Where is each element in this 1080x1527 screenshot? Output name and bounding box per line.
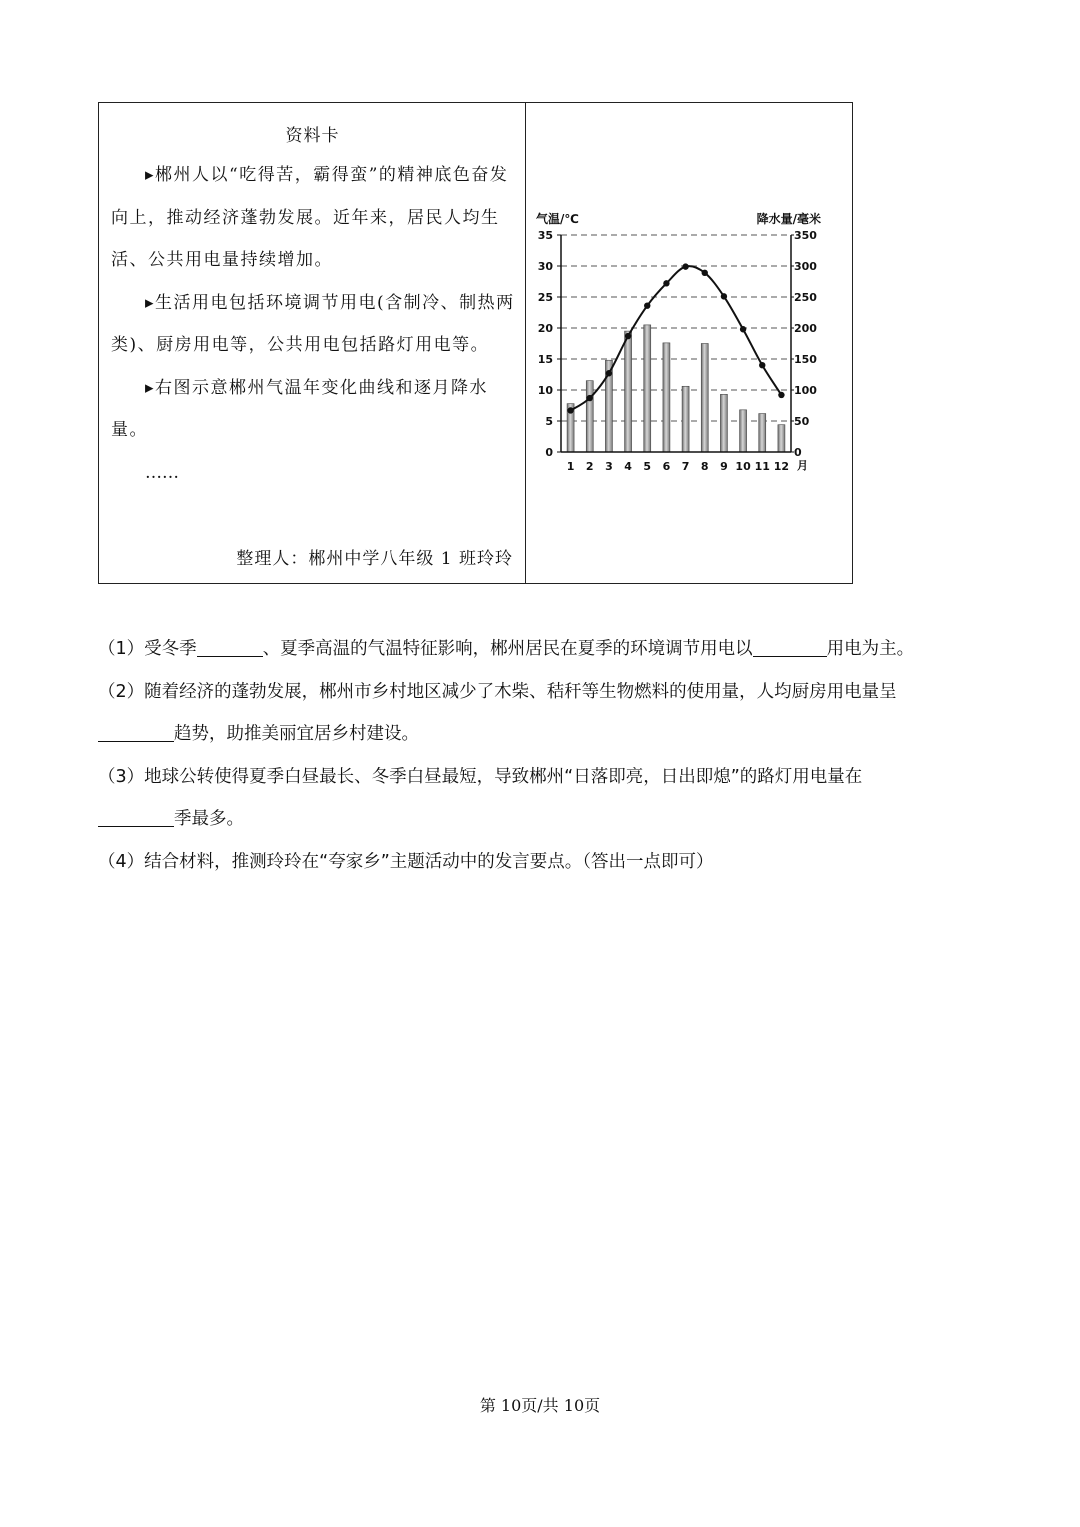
temperature-tick-label: 20 bbox=[537, 322, 553, 335]
month-tick-label: 12 bbox=[773, 460, 790, 473]
info-card bbox=[98, 102, 853, 584]
question-3-text: （3）地球公转使得夏季白昼最长、冬季白昼最短，导致郴州“日落即亮，日出即熄”的路灯用电量在 bbox=[98, 766, 863, 787]
climate-chart bbox=[526, 103, 852, 583]
precipitation-tick-label: 350 bbox=[794, 229, 817, 242]
precipitation-tick-label: 0 bbox=[794, 446, 802, 459]
temperature-point bbox=[702, 270, 708, 276]
month-tick-label: 10 bbox=[735, 460, 751, 473]
temperature-tick-label: 30 bbox=[537, 260, 553, 273]
temperature-tick-label: 25 bbox=[537, 291, 553, 304]
precipitation-tick-label: 100 bbox=[794, 384, 817, 397]
climate-chart-panel bbox=[526, 103, 852, 583]
month-tick-label: 4 bbox=[624, 460, 632, 473]
month-tick-label: 6 bbox=[662, 460, 671, 473]
answer-blank-4[interactable] bbox=[98, 808, 174, 827]
question-1-suffix: 用电为主。 bbox=[826, 639, 915, 659]
month-tick-label: 2 bbox=[585, 460, 594, 473]
month-tick-label: 3 bbox=[605, 460, 613, 473]
temperature-axis-label: 气温/℃ bbox=[536, 212, 579, 226]
precipitation-bar bbox=[720, 394, 727, 452]
precipitation-tick-label: 300 bbox=[794, 260, 817, 273]
month-tick-label: 7 bbox=[681, 460, 690, 473]
temperature-tick-label: 35 bbox=[537, 229, 553, 242]
question-1-middle: 、夏季高温的气温特征影响，郴州居民在夏季的环境调节用电以 bbox=[262, 639, 753, 659]
precipitation-bar bbox=[644, 325, 651, 452]
precipitation-bar bbox=[663, 343, 670, 452]
temperature-point bbox=[567, 407, 573, 413]
temperature-line bbox=[571, 266, 782, 410]
precipitation-axis-label: 降水量/毫米 bbox=[756, 212, 821, 226]
info-ellipsis: …… bbox=[145, 462, 179, 483]
precipitation-bar bbox=[759, 414, 766, 452]
temperature-point bbox=[606, 370, 612, 376]
temperature-point bbox=[759, 362, 765, 368]
info-paragraph-3: ▸右图示意郴州气温年变化曲线和逐月降水量。 bbox=[111, 377, 489, 440]
precipitation-tick-label: 150 bbox=[794, 353, 817, 366]
question-1-prefix: （1）受冬季 bbox=[98, 639, 197, 659]
month-tick-label: 1 bbox=[566, 460, 575, 473]
temperature-point bbox=[740, 326, 746, 332]
answer-blank-1[interactable] bbox=[197, 638, 263, 657]
question-1 bbox=[98, 628, 978, 671]
precipitation-bar bbox=[740, 410, 747, 452]
info-paragraph-2: ▸生活用电包括环境调节用电(含制冷、制热两类)、厨房用电等，公共用电包括路灯用电等。 bbox=[111, 292, 515, 355]
question-3-suffix: 季最多。 bbox=[174, 809, 244, 829]
page-footer: 第 10页/共 10页 bbox=[479, 1396, 601, 1415]
precipitation-bar bbox=[625, 331, 632, 452]
precipitation-tick-label: 200 bbox=[794, 322, 817, 335]
temperature-tick-label: 5 bbox=[545, 415, 553, 428]
temperature-point bbox=[663, 280, 669, 286]
answer-blank-3[interactable] bbox=[98, 723, 174, 742]
month-tick-label: 5 bbox=[643, 460, 652, 473]
question-2-text: （2）随着经济的蓬勃发展，郴州市乡村地区减少了木柴、秸秆等生物燃料的使用量，人均厨房用电量呈 bbox=[98, 681, 897, 702]
precipitation-tick-label: 50 bbox=[794, 415, 810, 428]
temperature-tick-label: 0 bbox=[545, 446, 553, 459]
question-2-suffix: 趋势，助推美丽宜居乡村建设。 bbox=[174, 724, 419, 744]
temperature-tick-label: 15 bbox=[537, 353, 553, 366]
info-card-title: 资料卡 bbox=[285, 126, 340, 146]
month-unit-label: 月 bbox=[797, 459, 808, 472]
precipitation-bar bbox=[778, 425, 785, 452]
temperature-point bbox=[644, 302, 650, 308]
question-3 bbox=[98, 756, 978, 841]
precipitation-bar bbox=[701, 344, 708, 453]
info-card-text-panel bbox=[99, 103, 526, 583]
temperature-point bbox=[778, 392, 784, 398]
temperature-point bbox=[587, 395, 593, 401]
question-2 bbox=[98, 671, 978, 756]
month-tick-label: 11 bbox=[754, 460, 770, 473]
temperature-point bbox=[625, 333, 631, 339]
temperature-point bbox=[721, 293, 727, 299]
precipitation-tick-label: 250 bbox=[794, 291, 817, 304]
precipitation-bar bbox=[682, 386, 689, 452]
temperature-point bbox=[682, 263, 688, 269]
month-tick-label: 8 bbox=[700, 460, 709, 473]
precipitation-bar bbox=[586, 381, 593, 452]
answer-blank-2[interactable] bbox=[753, 638, 827, 657]
info-card-body bbox=[111, 154, 515, 494]
question-list bbox=[98, 628, 978, 883]
month-tick-label: 9 bbox=[720, 460, 728, 473]
temperature-tick-label: 10 bbox=[537, 384, 553, 397]
question-4: （4）结合材料，推测玲玲在“夸家乡”主题活动中的发言要点。（答出一点即可） bbox=[98, 851, 714, 872]
info-paragraph-1: ▸郴州人以“吃得苦，霸得蛮”的精神底色奋发向上，推动经济蓬勃发展。近年来，居民人均生活、公共用电量持续增加。 bbox=[111, 165, 509, 270]
info-signature: 整理人：郴州中学八年级 1 班玲玲 bbox=[236, 549, 513, 569]
